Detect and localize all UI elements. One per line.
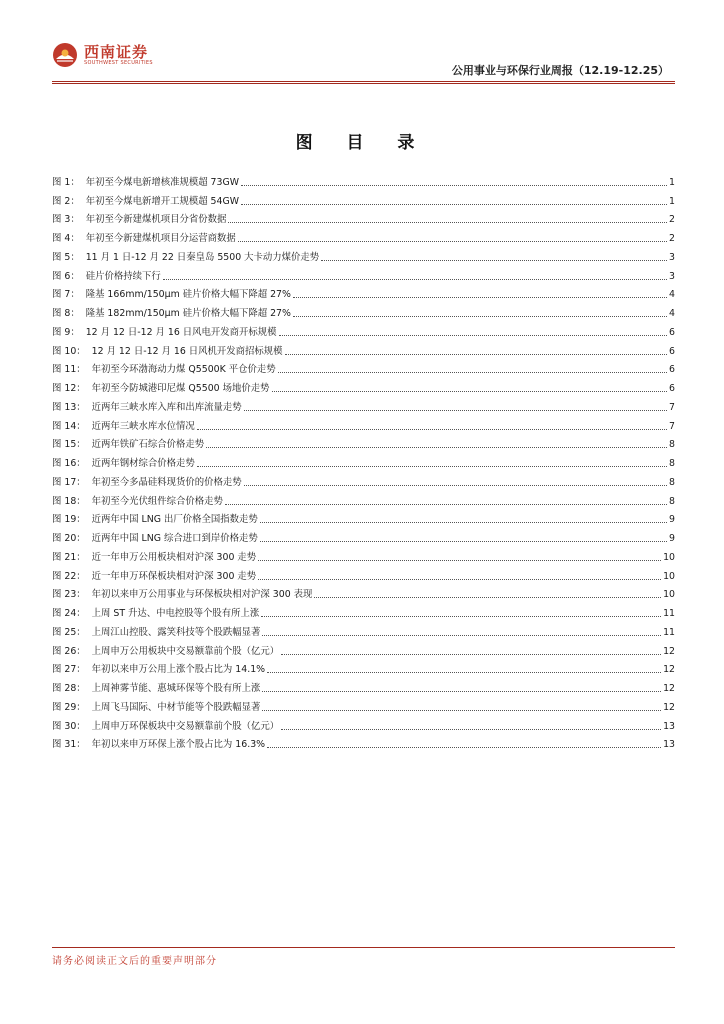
toc-entry-page: 12: [663, 683, 675, 694]
toc-entry[interactable]: [52, 301, 675, 320]
toc-entry-title: 上周申万公用板块中交易额靠前个股（亿元）: [91, 645, 280, 657]
toc-leader-dots: [225, 504, 667, 505]
toc-leader-dots: [279, 335, 667, 336]
toc-leader-dots: [197, 429, 667, 430]
toc-entry-title: 12 月 12 日-12 月 16 日风电开发商开标规模: [85, 326, 277, 338]
toc-entry-page: 6: [669, 383, 675, 394]
toc-entry-title: 近一年申万环保板块相对沪深 300 走势: [91, 570, 257, 582]
toc-entry-label: 图 13：: [52, 401, 86, 413]
toc-entry-title: 近一年申万公用板块相对沪深 300 走势: [91, 551, 257, 563]
toc-entry-label: 图 11：: [52, 364, 86, 376]
toc-entry-page: 6: [669, 326, 675, 338]
toc-entry[interactable]: [52, 226, 675, 245]
toc-entry-page: 11: [663, 608, 675, 619]
toc-entry-page: 12: [663, 701, 675, 713]
toc-entry-page: 9: [669, 533, 675, 544]
toc-entry[interactable]: [52, 245, 675, 264]
toc-entry-label: 图 17：: [52, 476, 86, 488]
toc-leader-dots: [228, 222, 667, 223]
toc-entry-label: 图 27：: [52, 664, 86, 676]
toc-entry-title: 年初至今光伏组件综合价格走势: [91, 495, 223, 507]
toc-entry-page: 3: [669, 251, 675, 263]
header-divider: [52, 81, 675, 82]
toc-leader-dots: [267, 747, 661, 748]
toc-entry-label: 图 6：: [52, 270, 80, 282]
toc-entry-title: 年初至今煤电新增开工规模超 54GW: [85, 195, 240, 207]
toc-entry-page: 11: [663, 626, 675, 638]
toc-entry[interactable]: [52, 395, 675, 414]
footer-disclaimer: 请务必阅读正文后的重要声明部分: [52, 956, 217, 967]
toc-entry-page: 4: [669, 289, 675, 301]
toc-entry-label: 图 25：: [52, 626, 86, 638]
toc-entry[interactable]: [52, 733, 675, 752]
toc-entry-title: 近两年铁矿石综合价格走势: [91, 439, 205, 451]
toc-entry-title: 上周江山控股、露笑科技等个股跌幅显著: [91, 626, 261, 638]
toc-leader-dots: [293, 297, 667, 298]
toc-leader-dots: [281, 654, 661, 655]
toc-entry-label: 图 20：: [52, 533, 86, 544]
toc-entry-label: 图 24：: [52, 608, 86, 619]
toc-entry[interactable]: [52, 320, 675, 339]
toc-entry-label: 图 31：: [52, 739, 86, 751]
toc-entry-title: 近两年中国 LNG 综合进口到岸价格走势: [91, 533, 258, 544]
toc-leader-dots: [241, 204, 667, 205]
toc-entry-title: 年初至今煤电新增核准规模超 73GW: [85, 176, 240, 188]
toc-entry-page: 7: [669, 420, 675, 432]
header-divider-secondary: [52, 83, 675, 84]
toc-leader-dots: [260, 522, 667, 523]
toc-entry-title: 年初以来申万公用事业与环保板块相对沪深 300 表现: [91, 589, 313, 601]
toc-entry-label: 图 7：: [52, 289, 80, 301]
toc-entry-page: 12: [663, 664, 675, 676]
toc-entry-label: 图 21：: [52, 551, 86, 563]
toc-entry-page: 12: [663, 645, 675, 657]
logo-sun-icon: [52, 42, 78, 68]
toc-entry-page: 1: [669, 195, 675, 207]
toc-entry-title: 硅片价格持续下行: [85, 270, 161, 282]
toc-entry[interactable]: [52, 451, 675, 470]
toc-leader-dots: [260, 541, 667, 542]
toc-entry-label: 图 3：: [52, 214, 80, 226]
toc-entry[interactable]: [52, 358, 675, 377]
toc-leader-dots: [267, 672, 661, 673]
toc-entry-label: 图 30：: [52, 720, 86, 732]
toc-entry[interactable]: [52, 283, 675, 302]
toc-entry-title: 年初以来申万环保上涨个股占比为 16.3%: [91, 739, 266, 751]
toc-entry-label: 图 10：: [52, 345, 86, 357]
toc-entry-label: 图 5：: [52, 251, 80, 263]
logo-chinese-text: 西南证券: [84, 42, 149, 61]
logo-english-text: SOUTHWEST SECURITIES: [84, 59, 153, 66]
toc-entry[interactable]: [52, 433, 675, 452]
toc-entry-page: 8: [669, 458, 675, 469]
toc-entry-page: 6: [669, 345, 675, 357]
toc-leader-dots: [321, 260, 667, 261]
toc-leader-dots: [258, 560, 661, 561]
toc-entry-label: 图 29：: [52, 701, 86, 713]
toc-entry-title: 11 月 1 日-12 月 22 日秦皇岛 5500 大卡动力煤价走势: [85, 251, 320, 263]
toc-leader-dots: [244, 485, 667, 486]
toc-entry-page: 6: [669, 364, 675, 376]
toc-leader-dots: [206, 447, 667, 448]
toc-entry-title: 上周神雾节能、惠城环保等个股有所上涨: [91, 683, 261, 694]
toc-leader-dots: [281, 729, 661, 730]
figure-table-of-contents: [52, 170, 675, 751]
toc-entry-page: 10: [663, 551, 675, 563]
toc-entry-page: 4: [669, 308, 675, 319]
toc-entry-page: 9: [669, 514, 675, 526]
toc-leader-dots: [163, 279, 667, 280]
toc-entry[interactable]: [52, 714, 675, 733]
toc-entry[interactable]: [52, 339, 675, 358]
toc-entry[interactable]: [52, 695, 675, 714]
toc-entry-title: 上周申万环保板块中交易额靠前个股（亿元）: [91, 720, 280, 732]
toc-entry-label: 图 22：: [52, 570, 86, 582]
toc-leader-dots: [262, 635, 661, 636]
toc-entry-page: 10: [663, 570, 675, 582]
toc-leader-dots: [261, 616, 661, 617]
toc-entry-page: 2: [669, 233, 675, 244]
report-title: 公用事业与环保行业周报（12.19-12.25）: [451, 64, 669, 77]
toc-entry[interactable]: [52, 564, 675, 583]
toc-entry-title: 年初以来申万公用上涨个股占比为 14.1%: [91, 664, 266, 676]
toc-entry[interactable]: [52, 376, 675, 395]
toc-entry-label: 图 12：: [52, 383, 86, 394]
toc-entry-page: 7: [669, 401, 675, 413]
toc-leader-dots: [272, 391, 668, 392]
toc-entry-page: 1: [669, 176, 675, 188]
toc-entry-page: 13: [663, 720, 675, 732]
toc-leader-dots: [278, 372, 667, 373]
toc-leader-dots: [262, 710, 661, 711]
toc-leader-dots: [314, 597, 661, 598]
toc-entry[interactable]: [52, 545, 675, 564]
toc-entry-title: 年初至今新建煤机项目分运营商数据: [85, 233, 236, 244]
toc-entry-page: 8: [669, 495, 675, 507]
toc-entry-title: 近两年钢材综合价格走势: [91, 458, 195, 469]
toc-entry-label: 图 19：: [52, 514, 86, 526]
toc-leader-dots: [293, 316, 667, 317]
toc-entry-title: 近两年三峡水库入库和出库流量走势: [91, 401, 242, 413]
toc-leader-dots: [262, 691, 661, 692]
toc-entry[interactable]: [52, 601, 675, 620]
toc-entry-label: 图 26：: [52, 645, 86, 657]
toc-entry-title: 年初至今防城港印尼煤 Q5500 场地价走势: [91, 383, 270, 394]
toc-entry-page: 8: [669, 439, 675, 451]
toc-entry-label: 图 23：: [52, 589, 86, 601]
page-header: [52, 40, 675, 80]
toc-entry[interactable]: [52, 508, 675, 527]
toc-entry-title: 年初至今新建煤机项目分省份数据: [85, 214, 227, 226]
toc-entry-title: 近两年三峡水库水位情况: [91, 420, 195, 432]
toc-leader-dots: [285, 354, 668, 355]
toc-entry[interactable]: [52, 414, 675, 433]
toc-entry[interactable]: [52, 470, 675, 489]
toc-entry[interactable]: [52, 526, 675, 545]
company-logo: [52, 42, 153, 68]
toc-entry[interactable]: [52, 208, 675, 227]
toc-entry-title: 隆基 166mm/150μm 硅片价格大幅下降超 27%: [85, 289, 291, 301]
toc-entry-title: 上周 ST 升达、中电控股等个股有所上涨: [91, 608, 260, 619]
toc-entry[interactable]: [52, 583, 675, 602]
toc-entry-page: 13: [663, 739, 675, 751]
toc-entry-title: 隆基 182mm/150μm 硅片价格大幅下降超 27%: [85, 308, 291, 319]
toc-leader-dots: [241, 185, 667, 186]
toc-entry[interactable]: [52, 676, 675, 695]
toc-entry-title: 近两年中国 LNG 出厂价格全国指数走势: [91, 514, 258, 526]
toc-entry-label: 图 2：: [52, 195, 80, 207]
toc-entry-label: 图 28：: [52, 683, 86, 694]
toc-entry-page: 2: [669, 214, 675, 226]
toc-entry-label: 图 16：: [52, 458, 86, 469]
toc-entry[interactable]: [52, 489, 675, 508]
toc-entry-label: 图 9：: [52, 326, 80, 338]
toc-entry-title: 年初至今多晶硅料现货价的价格走势: [91, 476, 242, 488]
toc-entry[interactable]: [52, 639, 675, 658]
toc-entry-title: 年初至今环渤海动力煤 Q5500K 平仓价走势: [91, 364, 276, 376]
toc-leader-dots: [244, 410, 667, 411]
footer-divider: [52, 947, 675, 948]
toc-entry[interactable]: [52, 658, 675, 677]
toc-leader-dots: [197, 466, 667, 467]
toc-leader-dots: [258, 579, 661, 580]
toc-entry-page: 3: [669, 270, 675, 282]
toc-entry-label: 图 4：: [52, 233, 80, 244]
toc-entry-label: 图 14：: [52, 420, 86, 432]
toc-entry[interactable]: [52, 170, 675, 189]
toc-entry-page: 8: [669, 476, 675, 488]
toc-entry[interactable]: [52, 189, 675, 208]
toc-entry-title: 12 月 12 日-12 月 16 日风机开发商招标规模: [91, 345, 283, 357]
toc-entry[interactable]: [52, 264, 675, 283]
toc-entry-page: 10: [663, 589, 675, 601]
toc-leader-dots: [238, 241, 667, 242]
toc-entry-label: 图 8：: [52, 308, 80, 319]
toc-entry-label: 图 15：: [52, 439, 86, 451]
toc-entry-label: 图 1：: [52, 176, 80, 188]
toc-heading: 图 目 录: [295, 133, 429, 153]
toc-entry[interactable]: [52, 620, 675, 639]
toc-entry-title: 上周飞马国际、中材节能等个股跌幅显著: [91, 701, 261, 713]
toc-entry-label: 图 18：: [52, 495, 86, 507]
